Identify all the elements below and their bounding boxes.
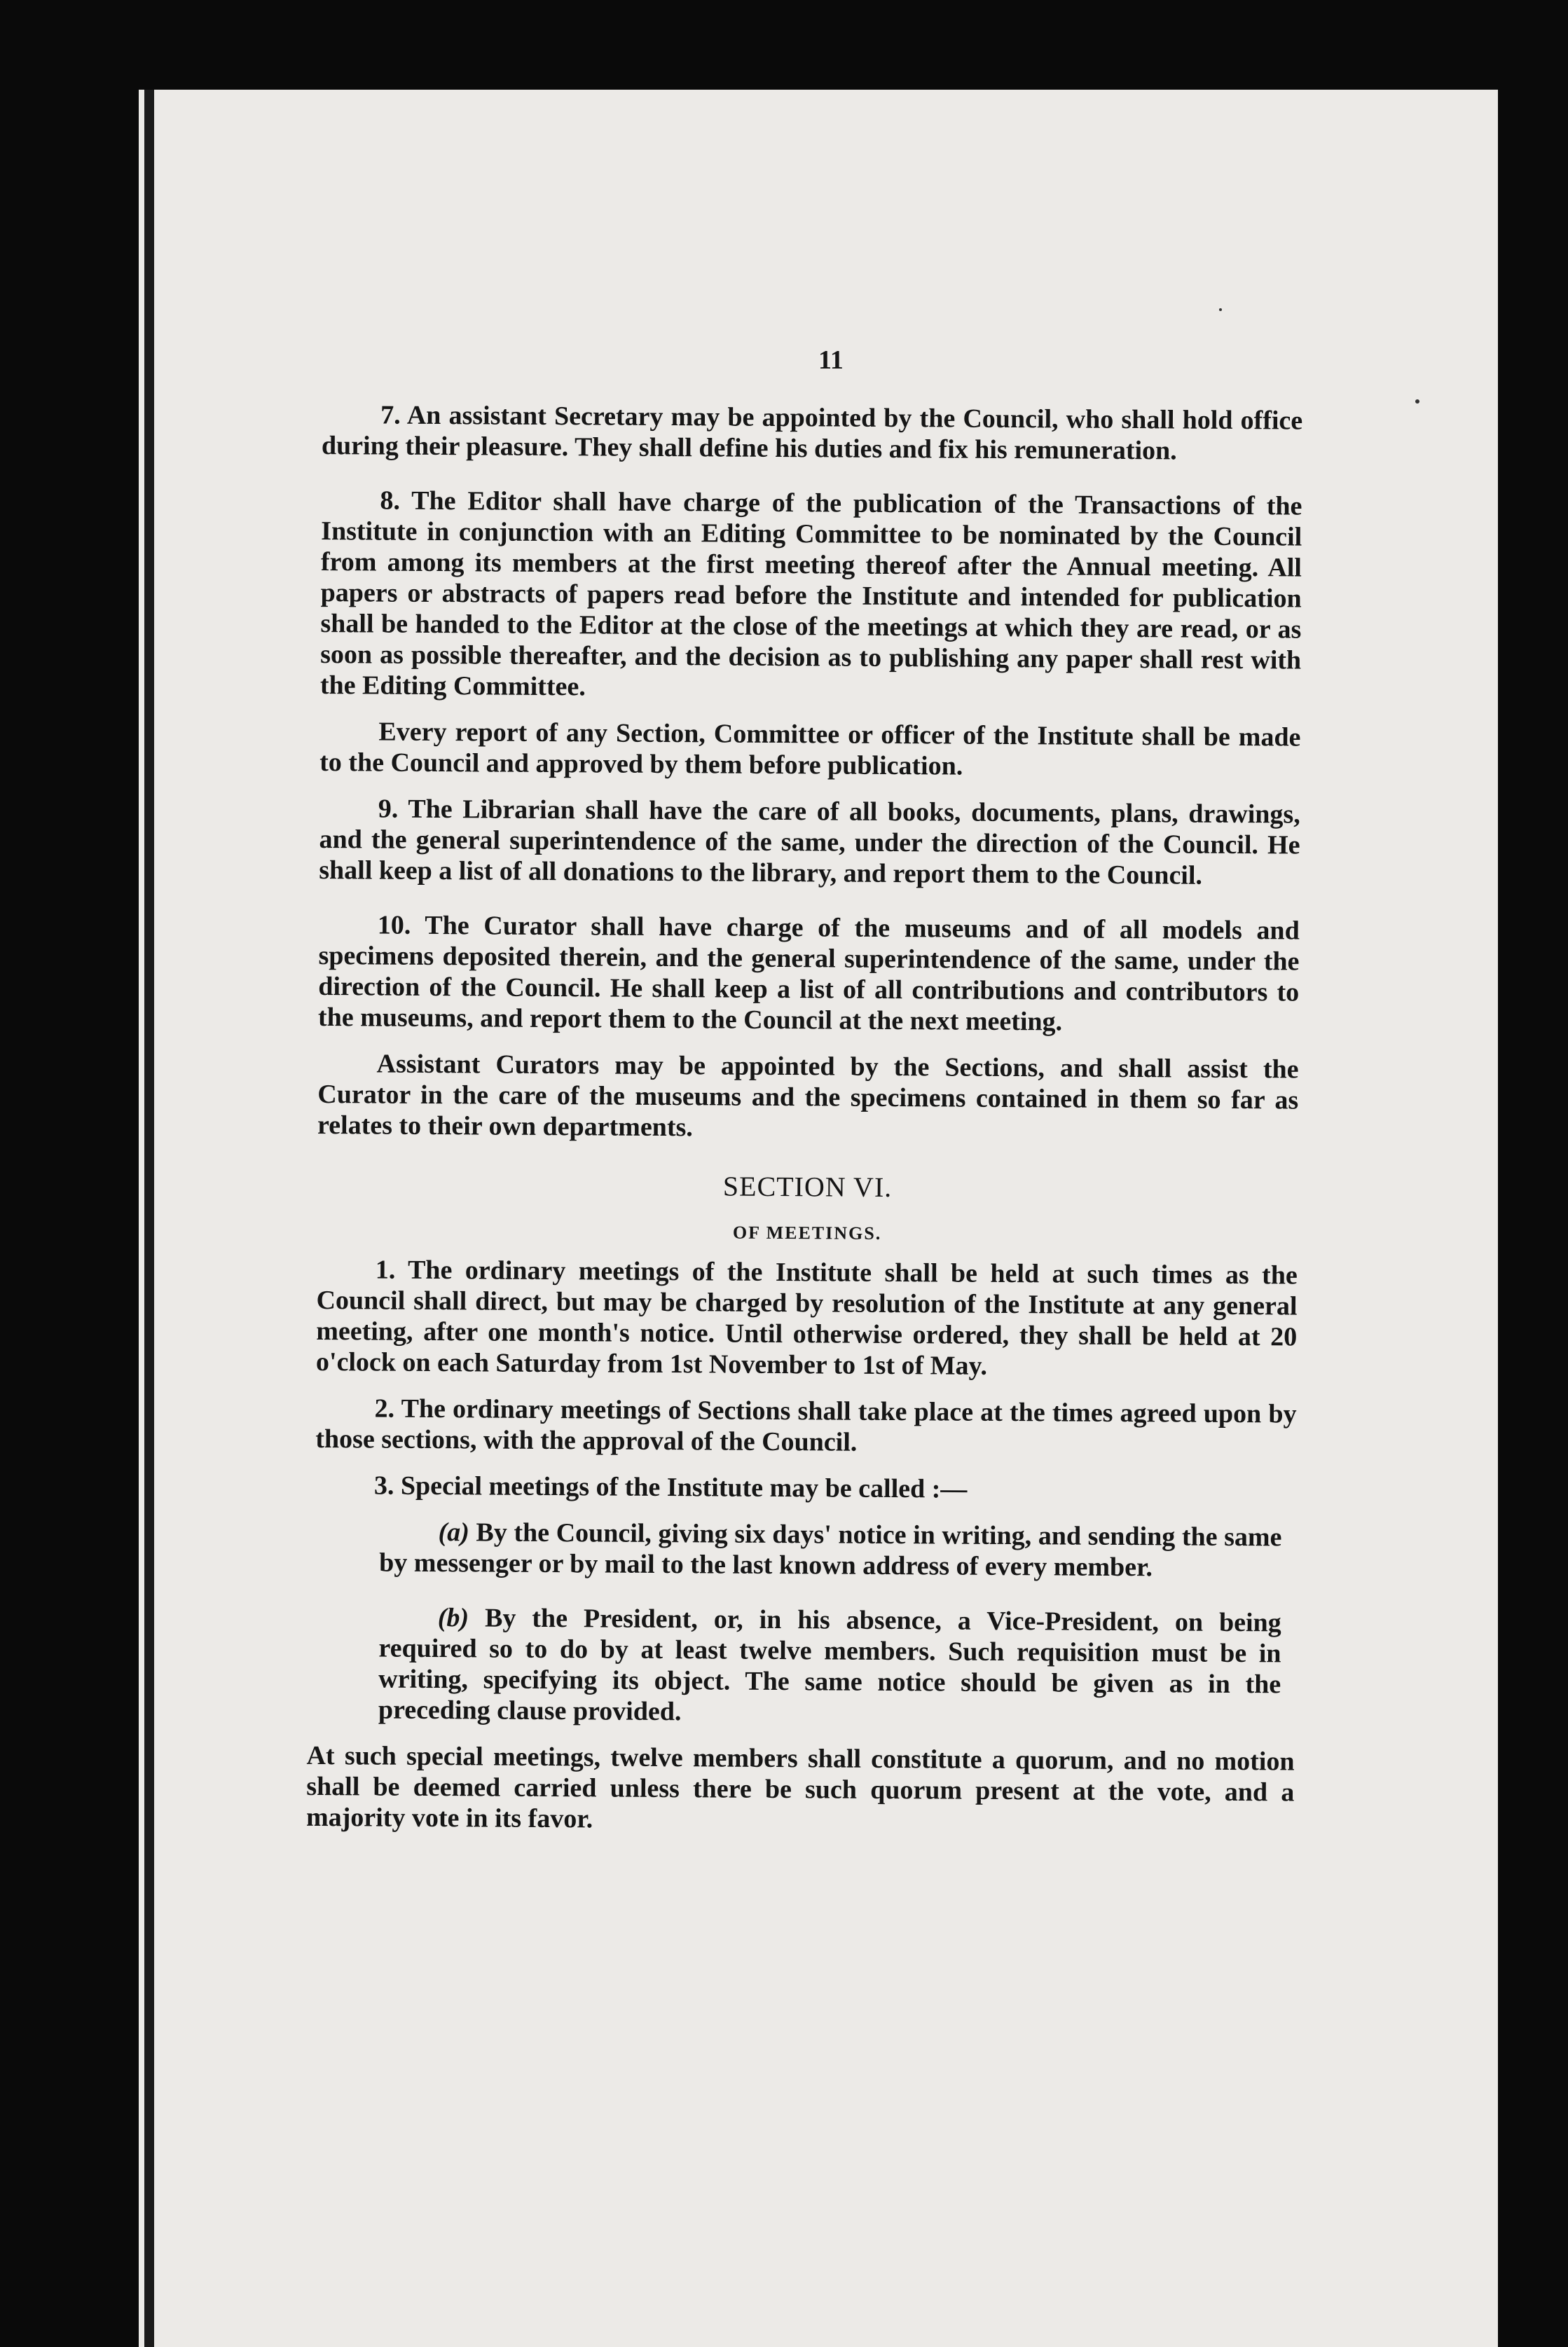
clause-text: By the President, or, in his absence, a Vice-President, on being required so to do by at least twelve members. Such requisition must be in writing, specifying its object. The same notice should be given as in the preceding clause provided. <box>378 1603 1281 1727</box>
page-number: 11 <box>818 345 844 375</box>
paragraph-quorum: At such special meetings, twelve members shall constitute a quorum, and no motion shall be deemed carried unless there be such quorum present at the vote, and a majority vote in its favor. <box>305 1740 1295 1834</box>
clause-b <box>378 1602 1281 1731</box>
page-body <box>305 329 1303 1839</box>
clause-label: (a) <box>438 1517 469 1548</box>
paragraph-ordinary-meetings: 1. The ordinary meetings of the Institute shall be held at such times as the Council shall direct, but may be charged by resolution of the Institute at any general meeting, after one month's notice. Until otherwise ordered, they shall be held at 20 o'clock on each Saturday from 1st November to 1st of May. <box>315 1255 1298 1381</box>
section-subheading: OF MEETINGS. <box>732 1222 882 1244</box>
paragraph-reports: Every report of any Section, Committee or officer of the Institute shall be made to the Council and approved by them before publication. <box>319 717 1301 781</box>
section-heading: SECTION VI. <box>722 1170 893 1203</box>
paragraph-special-meetings: 3. Special meetings of the Institute may be called :— <box>373 1471 968 1504</box>
scan-speck <box>1219 308 1222 311</box>
clause-a <box>379 1517 1282 1584</box>
paragraph-assistant-curators: Assistant Curators may be appointed by the Sections, and shall assist the Curator in the care of the museums and the specimens contained in them so far as relates to their own departments. <box>317 1049 1299 1143</box>
paragraph-assistant-secretary: 7. An assistant Secretary may be appointed by the Council, who shall hold office during their pleasure. They shall define his duties and fix his remuneration. <box>321 400 1303 466</box>
paragraph-editor: 8. The Editor shall have charge of the publication of the Transactions of the Institute in conjunction with an Editing Committee to be nominated by the Council from among its members at the first meeting thereof after the Annual meeting. All papers or abstracts of papers read before the Institute and intended for publication shall be handed to the Editor at the close of the meetings at which they are read, or as soon as possible thereafter, and the decision as to publishing any paper shall rest with the Editing Committee. <box>319 486 1302 702</box>
clause-text: By the Council, giving six days' notice in writing, and sending the same by messenger or by mail to the last known address of every member. <box>379 1517 1282 1583</box>
page-binding-edge <box>144 90 154 2347</box>
paragraph-curator: 10. The Curator shall have charge of the museums and of all models and specimens deposited therein, and the general superintendence of the same, under the direction of the Council. He shall keep a list of all contributions and contributors to the museums, and report them to the Council at the next meeting. <box>317 910 1300 1037</box>
paragraph-librarian: 9. The Librarian shall have the care of all books, documents, plans, drawings, and the general superintendence of the same, under the direction of the Council. He shall keep a list of all donations to the library, and report them to the Council. <box>319 794 1300 890</box>
clause-label: (b) <box>437 1603 469 1633</box>
scan-speck <box>1415 399 1419 404</box>
paragraph-section-meetings: 2. The ordinary meetings of Sections shall take place at the times agreed upon by those sections, with the approval of the Council. <box>315 1393 1297 1457</box>
